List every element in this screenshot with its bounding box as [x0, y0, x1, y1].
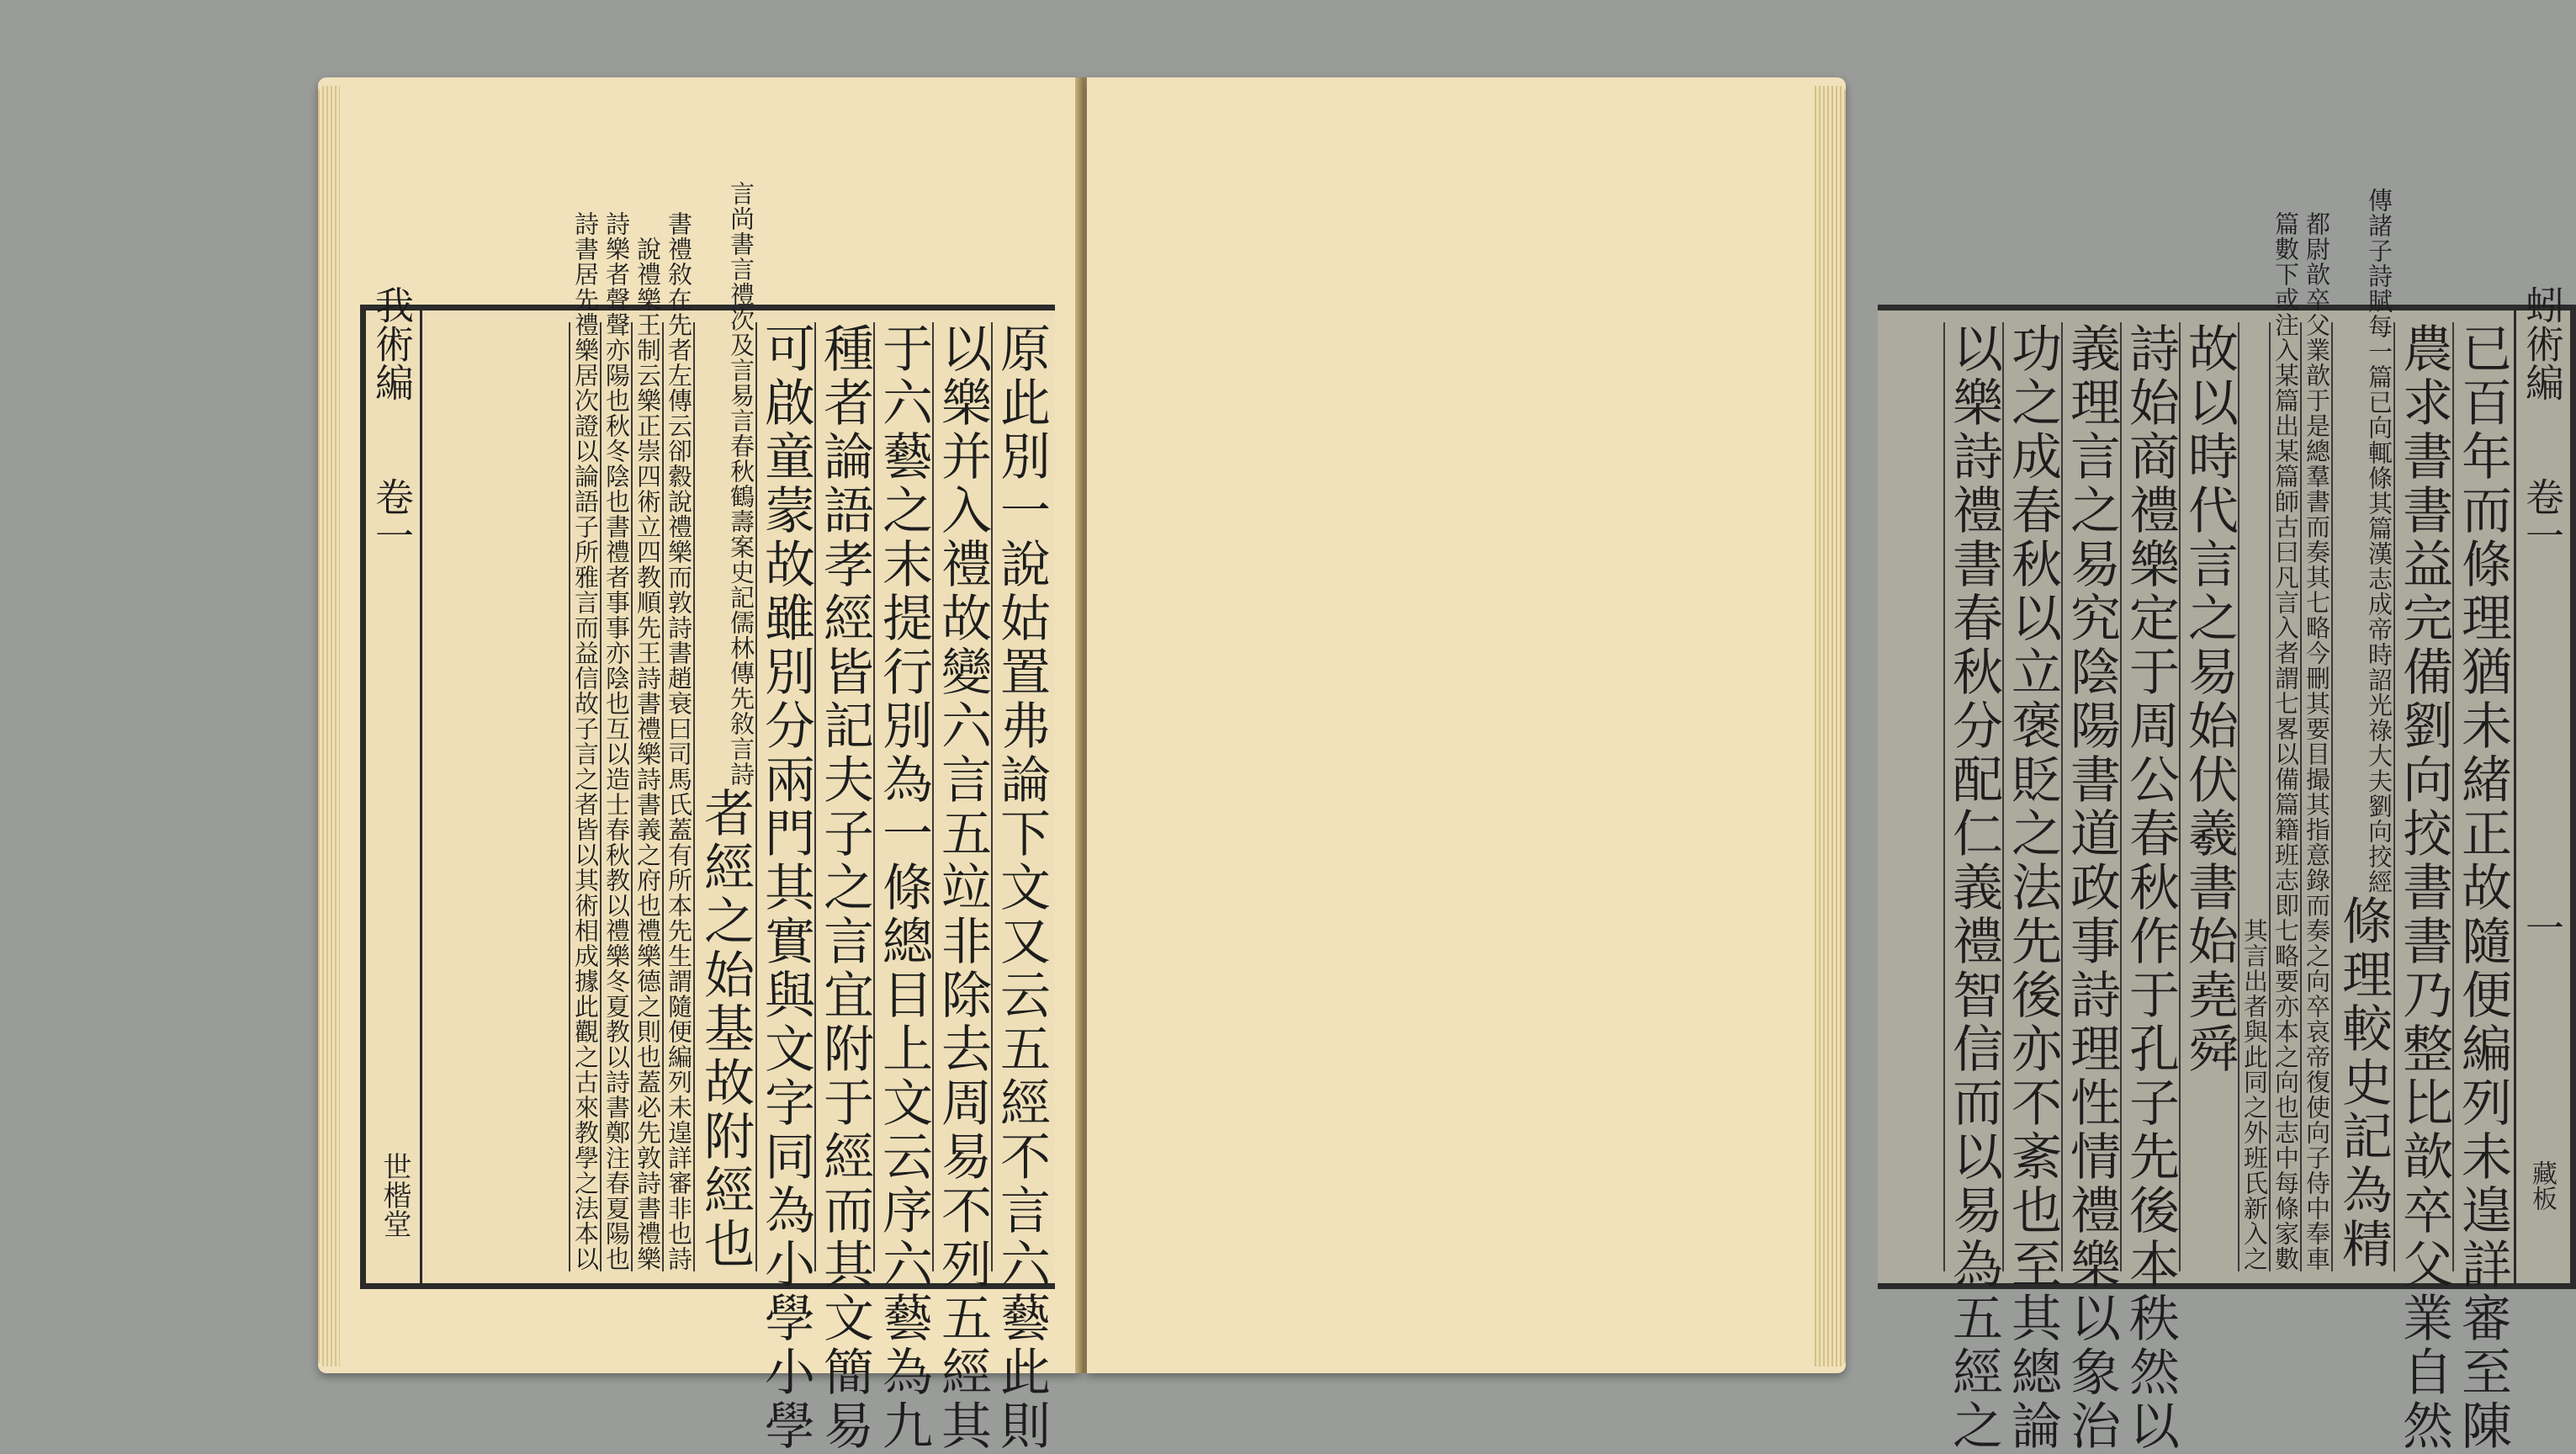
commentary-line: 書禮敘在先者左傳云卻縠說禮樂而敦詩書趙衰曰	[665, 211, 693, 741]
commentary-line: 詩書居先禮樂居次證以論語子所雅言而益信故子	[571, 211, 600, 741]
page-edges-right	[1812, 86, 1846, 1366]
column-head-text: 者經之始基故附經也	[696, 787, 755, 1271]
text-column: 可啟童蒙故雖別分兩門其實與文字同為小學小學	[756, 322, 815, 1453]
annotation-column	[662, 211, 693, 1271]
commentary-line: 其言出者與此同	[2240, 918, 2269, 1095]
commentary-line: 言之者皆以其術相成據此觀之古來教學之法本以	[571, 741, 600, 1271]
left-studio-name: 世楷堂	[378, 1152, 411, 1238]
commentary-line: 漢志成帝時詔光祿大夫劉向挍經	[2365, 541, 2393, 894]
commentary-line: 說禮樂王制云樂正崇四術立四教順先王詩書禮樂	[633, 236, 662, 767]
commentary-line: 目撮其指意錄而奏之向卒哀帝復使向子侍中奉車	[2303, 741, 2331, 1271]
annotation-column	[600, 211, 631, 1271]
annotation-column	[2331, 188, 2393, 1271]
text-column: 已百年而條理猶未緒正故隨便編列未遑詳審至陳	[2453, 322, 2512, 1453]
commentary-line: 傳諸子詩賦每一篇已向輒條其篇	[2365, 188, 2393, 541]
commentary-line: 都尉歆卒父業歆于是總羣書而奏其七略今刪其要	[2303, 211, 2331, 741]
text-column: 故以時代言之易始伏羲書始堯舜	[2179, 322, 2238, 1271]
commentary-line: 以備篇籍班志即七略要亦本之向也志中每條家數	[2271, 741, 2300, 1271]
right-page	[1087, 77, 2565, 1453]
left-margin-column	[366, 285, 420, 1283]
commentary-line: 詩樂者聲聲亦陽也秋冬陰也書禮者事事亦陰也互	[602, 211, 631, 741]
open-book	[318, 77, 2565, 1453]
right-studio-mark: 藏板	[2527, 1160, 2557, 1211]
annotation-column	[693, 181, 755, 1271]
commentary-line: 以造士春秋教以禮樂冬夏教以詩書鄭注春夏陽也	[602, 741, 631, 1271]
annotation-column	[2300, 211, 2331, 1271]
commentary-line: 篇數下或注入某篇出某篇師古曰凡言入者謂七畧	[2271, 211, 2300, 741]
left-columns	[425, 181, 1051, 1453]
commentary-line: 鶴壽案史記儒林傳先敘言詩	[727, 484, 755, 787]
commentary-line: 司馬氏蓋有所本先生謂隨便編列未遑詳審非也詩	[665, 741, 693, 1271]
text-column: 于六藝之末提行別為一條總目上文云序六藝為九	[874, 322, 933, 1453]
annotation-column	[2238, 322, 2269, 1271]
left-running-title: 我術編	[369, 285, 415, 401]
frame-rule	[420, 310, 422, 1283]
left-page	[318, 77, 1080, 1453]
commentary-line: 言尚書言禮次及言易言春秋	[727, 181, 755, 484]
right-folio-number: 一	[2520, 908, 2565, 947]
annotation-column	[631, 236, 662, 1271]
page-edges-left	[318, 86, 340, 1366]
left-text-frame	[360, 181, 1055, 1453]
text-column: 原此別一說姑置弗論下文又云五經不言六藝此則	[992, 322, 1051, 1453]
column-head-text: 條理較史記為精	[2334, 894, 2393, 1271]
text-column: 以樂詩禮書春秋分配仁義禮智信而以易為五經之	[1944, 322, 2003, 1453]
right-columns	[1878, 188, 2512, 1453]
annotation-column	[569, 211, 600, 1271]
right-running-title: 蚓術編	[2520, 285, 2565, 401]
text-column: 義理言之易究陰陽書道政事詩理性情禮樂以象治	[2062, 322, 2121, 1453]
commentary-line: 之外班氏新入之	[2240, 1095, 2269, 1271]
text-column: 農求書書益完備劉向挍書書乃整比歆卒父業自然	[2394, 322, 2453, 1453]
right-chapter-label: 卷一	[2520, 477, 2565, 555]
left-chapter-label: 卷一	[369, 477, 415, 555]
right-text-frame	[1878, 188, 2576, 1453]
right-margin-column	[2516, 285, 2570, 1283]
text-column: 功之成春秋以立褒貶之法先後亦不紊也至其總論	[2003, 322, 2062, 1453]
text-column: 詩始商禮樂定于周公春秋作于孔子先後本秩然以	[2121, 322, 2180, 1453]
text-column: 以樂并入禮故變六言五竝非除去周易不列五經其	[933, 322, 992, 1453]
annotation-column	[2269, 211, 2300, 1271]
commentary-line: 詩書義之府也禮樂德之則也蓋必先敦詩書禮樂	[633, 767, 662, 1271]
text-column: 種者論語孝經皆記夫子之言宜附于經而其文簡易	[815, 322, 874, 1453]
